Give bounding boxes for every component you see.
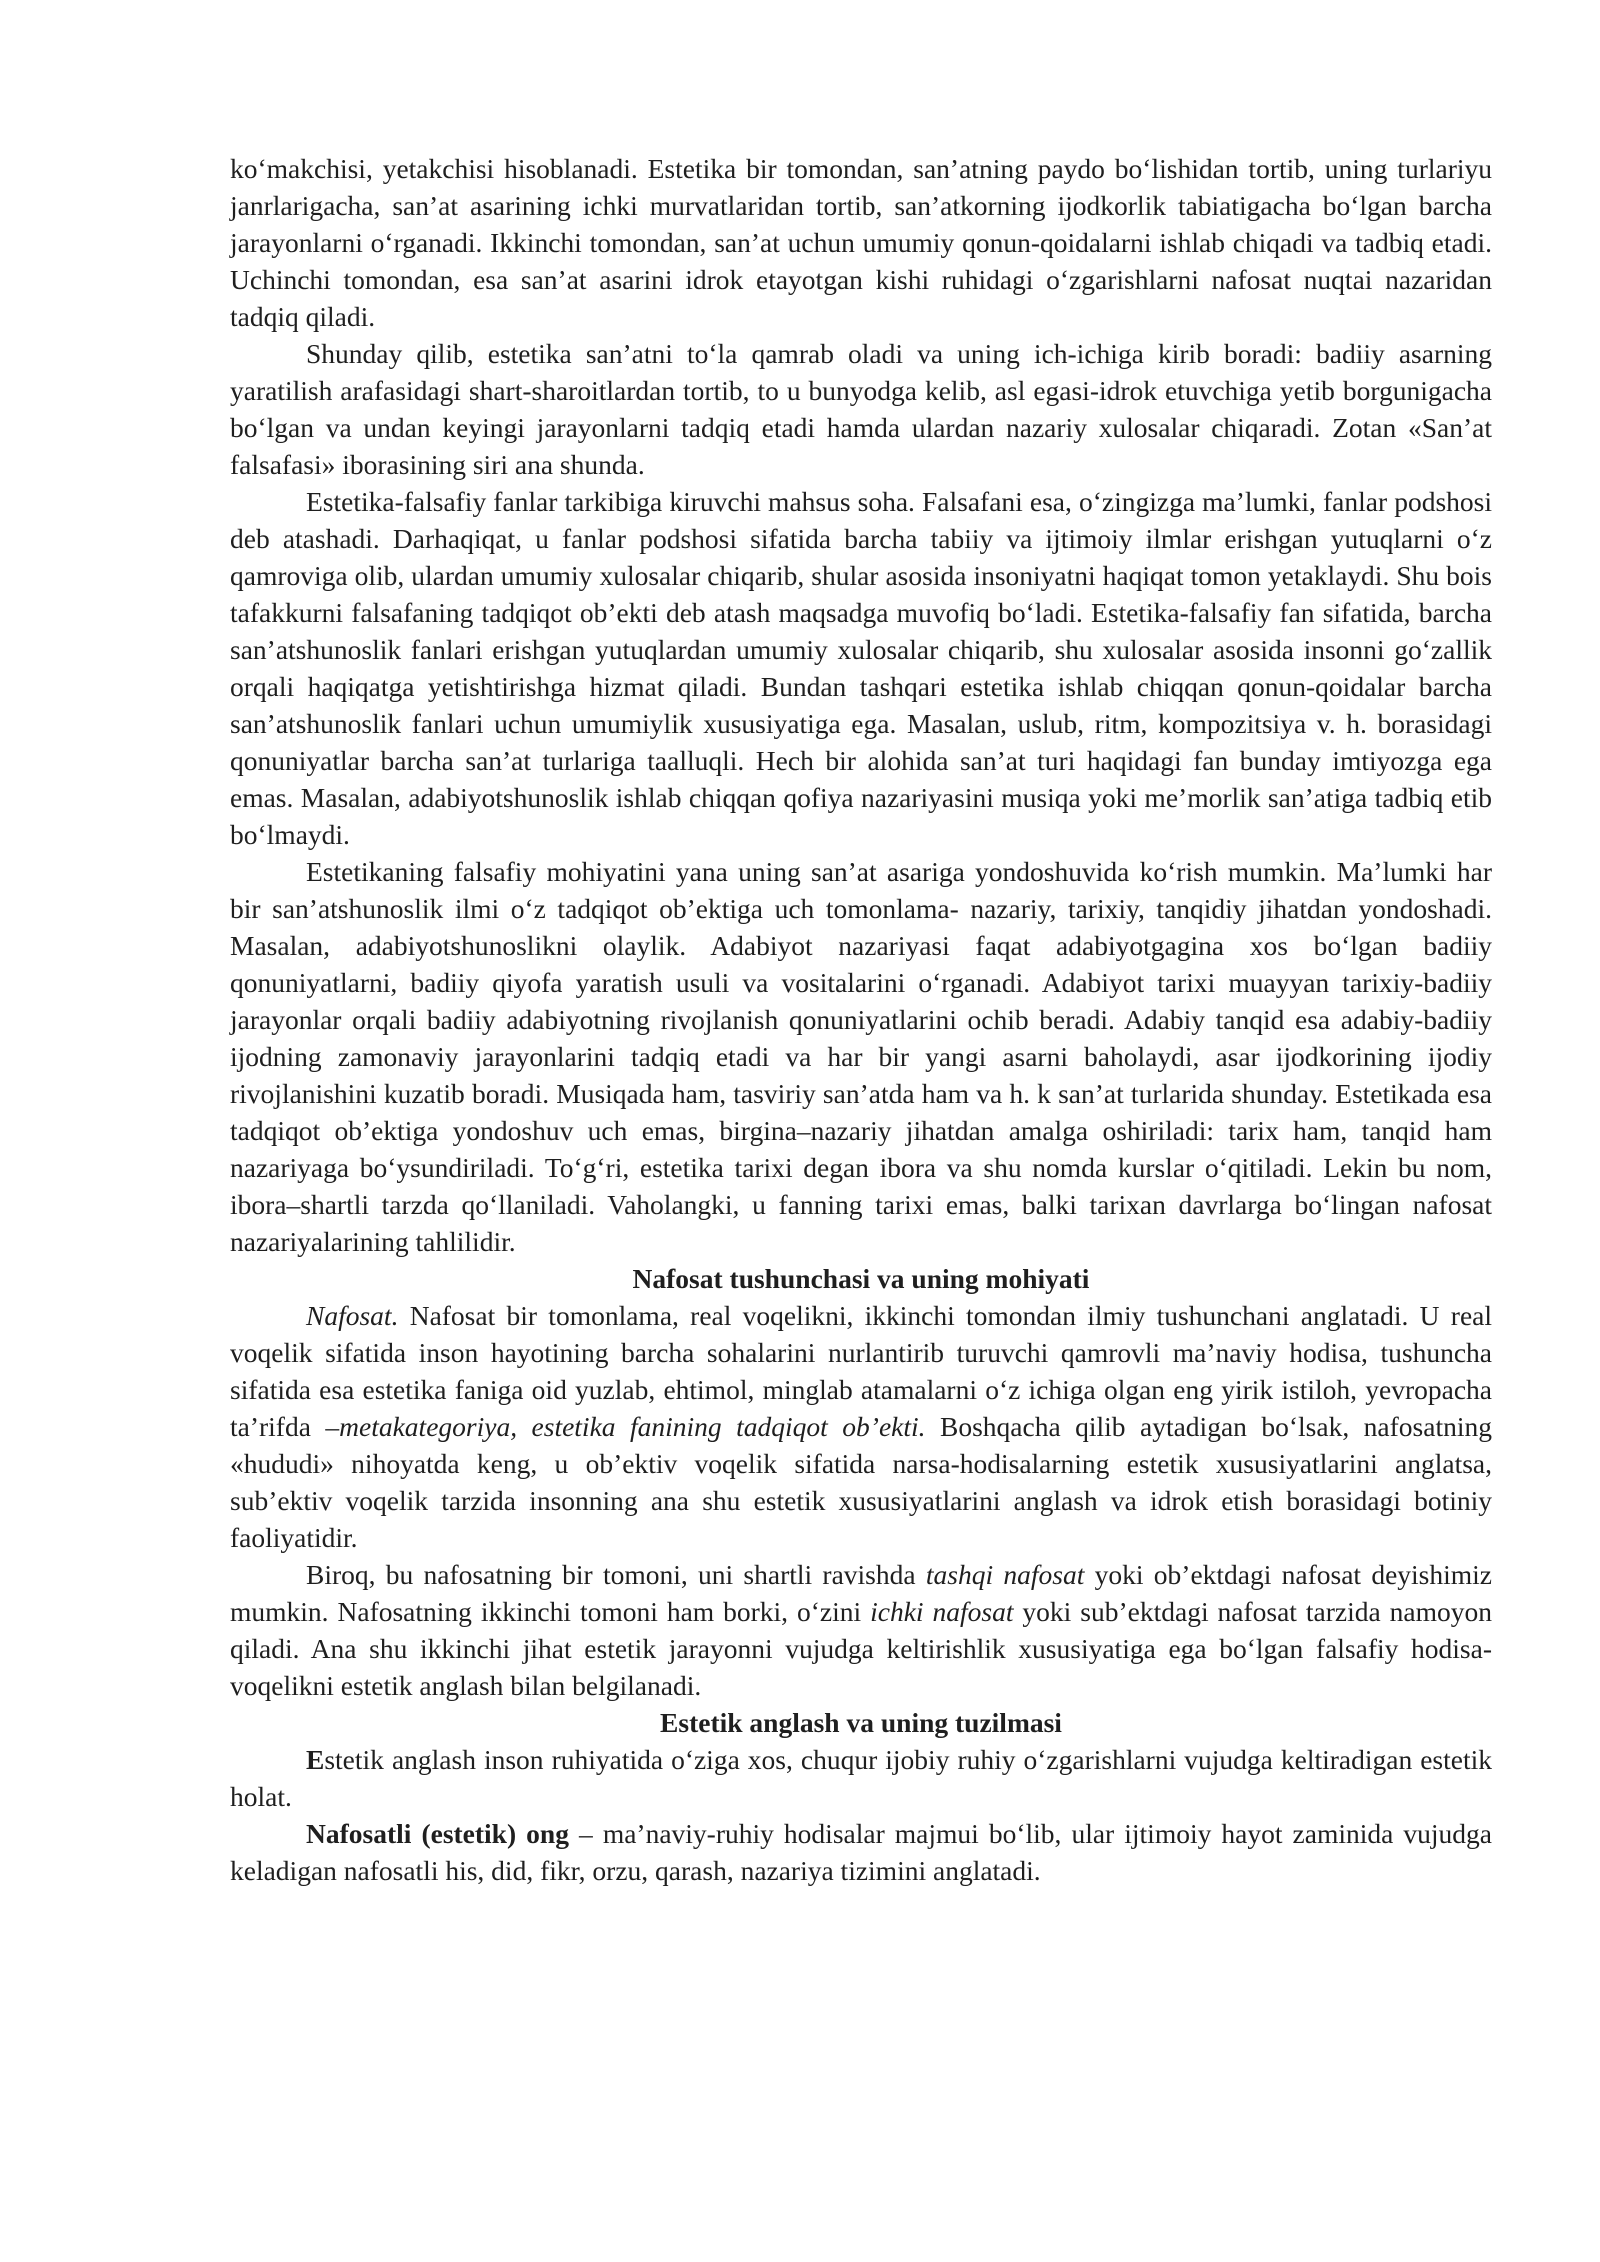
bold-initial: E xyxy=(306,1744,325,1775)
tashqi-nafosat-term: tashqi nafosat xyxy=(925,1559,1085,1590)
document-page xyxy=(230,150,1492,1889)
nafosat-term: Nafosat. xyxy=(306,1300,399,1331)
paragraph-1: ko‘makchisi, yetakchisi hisoblanadi. Estetika bir tomondan, san’atning paydo bo‘lishidan tortib, uning turlariyu janrlarigacha, san’at asarining ichki murvatlaridan tortib, san’atkorning ijodkorlik tabiatigacha bo‘lgan barcha jarayonlarni o‘rganadi. Ikkinchi tomondan, san’at uchun umumiy qonun-qoidalarni ishlab chiqadi va tadbiq etadi. Uchinchi tomondan, esa san’at asarini idrok etayotgan kishi ruhidagi o‘zgarishlarni nafosat nuqtai nazaridan tadqiq qiladi. xyxy=(230,153,1492,332)
paragraph-4: Estetikaning falsafiy mohiyatini yana uning san’at asariga yondoshuvida ko‘rish mumkin. Ma’lumki har bir san’atshunoslik ilmi o‘z tadqiqot ob’ektiga uch tomonlama- nazariy, tarixiy, tanqidiy jihatdan yondoshadi. Masalan, adabiyotshunoslikni olaylik. Adabiyot nazariyasi faqat adabiyotgagina xos bo‘lgan badiiy qonuniyatlarni, badiiy qiyofa yaratish usuli va vositalarini o‘rganadi. Adabiyot tarixi muayyan tarixiy-badiiy jarayonlar orqali badiiy adabiyotning rivojlanish qonuniyatlarini ochib beradi. Adabiy tanqid esa adabiy-badiiy ijodning zamonaviy jarayonlarini tadqiq etadi va har bir yangi asarni baholaydi, asar ijodkorining ijodiy rivojlanishini kuzatib boradi. Musiqada ham, tasviriy san’atda ham va h. k san’at turlarida shunday. Estetikada esa tadqiqot ob’ektiga yondoshuv uch emas, birgina–nazariy jihatdan amalga oshiriladi: tarix ham, tanqid ham nazariyaga bo‘ysundiriladi. To‘g‘ri, estetika tarixi degan ibora va shu nomda kurslar o‘qitiladi. Lekin bu nom, ibora–shartli tarzda qo‘llaniladi. Vaholangki, u fanning tarixi emas, balki tarixan davrlarga bo‘lingan nafosat nazariyalarining tahlilidir. xyxy=(230,856,1492,1257)
paragraph-6-text-a: Biroq, bu nafosatning bir tomoni, uni shartli ravishda xyxy=(306,1559,926,1590)
estetik-ong-term: Nafosatli (estetik) ong xyxy=(306,1818,569,1849)
section-heading-estetik-anglash: Estetik anglash va uning tuzilmasi xyxy=(660,1707,1062,1738)
paragraph-2: Shunday qilib, estetika san’atni to‘la qamrab oladi va uning ich-ichiga kirib boradi: badiiy asarning yaratilish arafasidagi shart-sharoitlardan tortib, to u bunyodga kelib, asl egasi-idrok etuvchiga yetib borgunigacha bo‘lgan va undan keyingi jarayonlarni tadqiq etadi hamda ulardan nazariy xulosalar chiqaradi. Zotan «San’at falsafasi» iborasining siri ana shunda. xyxy=(230,338,1492,480)
paragraph-3: Estetika-falsafiy fanlar tarkibiga kiruvchi mahsus soha. Falsafani esa, o‘zingizga ma’lumki, fanlar podshosi deb atashadi. Darhaqiqat, u fanlar podshosi sifatida barcha tabiiy va ijtimoiy ilmlar erishgan yutuqlarni o‘z qamroviga olib, ulardan umumiy xulosalar chiqarib, shular asosida insoniyatni haqiqat tomon yetaklaydi. Shu bois tafakkurni falsafaning tadqiqot ob’ekti deb atash maqsadga muvofiq bo‘ladi. Estetika-falsafiy fan sifatida, barcha san’atshunoslik fanlari erishgan yutuqlardan umumiy xulosalar chiqarib, shu xulosalar asosida insonni go‘zallik orqali haqiqatga yetishtirishga hizmat qiladi. Bundan tashqari estetika ishlab chiqqan qonun-qoidalar barcha san’atshunoslik fanlari uchun umumiylik xususiyatiga ega. Masalan, uslub, ritm, kompozitsiya v. h. borasidagi qonuniyatlar barcha san’at turlariga taalluqli. Hech bir alohida san’at turi haqidagi fan bunday imtiyozga ega emas. Masalan, adabiyotshunoslik ishlab chiqqan qofiya nazariyasini musiqa yoki me’morlik san’atiga tadbiq etib bo‘lmaydi. xyxy=(230,486,1492,850)
section-heading-nafosat: Nafosat tushunchasi va uning mohiyati xyxy=(632,1263,1090,1294)
ichki-nafosat-term: ichki nafosat xyxy=(870,1596,1014,1627)
paragraph-8 xyxy=(230,1815,1492,1889)
paragraph-7-text: stetik anglash inson ruhiyatida o‘ziga xos, chuqur ijobiy ruhiy o‘zgarishlarni vujudga keltiradigan estetik holat. xyxy=(230,1744,1492,1812)
paragraph-6-text-c: yoki ob’ektdagi nafosat deyishimiz mumkin. Nafosatning ikkinchi tomoni ham borki, o‘zini xyxy=(230,1559,1493,1627)
paragraph-6 xyxy=(230,1556,1492,1704)
paragraph-5 xyxy=(230,1297,1492,1556)
paragraph-6-text-e: yoki sub’ektdagi nafosat tarzida namoyon qiladi. Ana shu ikkinchi jihat estetik jarayonni vujudga keltirishlik xususiyatiga ega bo‘lgan falsafiy hodisa-voqelikni estetik anglash bilan belgilanadi. xyxy=(230,1596,1493,1701)
metakategoriya-term: –metakategoriya, estetika fanining tadqiqot ob’ekti. xyxy=(325,1411,926,1442)
paragraph-5-text-a: Nafosat bir tomonlama, real voqelikni, ikkinchi tomondan ilmiy tushunchani anglatadi. U real voqelik sifatida inson hayotining barcha sohalarini nurlantirib turuvchi qamrovli ma’naviy hodisa, tushuncha sifatida esa estetika faniga oid yuzlab, ehtimol, minglab atamalarni o‘z ichiga olgan eng yirik istiloh, yevropacha ta’rifda xyxy=(230,1300,1492,1442)
paragraph-7 xyxy=(230,1741,1492,1815)
paragraph-5-text-c: Boshqacha qilib aytadigan bo‘lsak, nafosatning «hududi» nihoyatda keng, u ob’ektiv voqelik sifatida narsa-hodisalarning estetik xususiyatlarini anglatsa, sub’ektiv voqelik tarzida insonning ana shu estetik xususiyatlarini anglash va idrok etish borasidagi botiniy faoliyatidir. xyxy=(230,1411,1492,1553)
paragraph-8-text: – ma’naviy-ruhiy hodisalar majmui bo‘lib, ular ijtimoiy hayot zaminida vujudga keladigan nafosatli his, did, fikr, orzu, qarash, nazariya tizimini anglatadi. xyxy=(230,1818,1492,1886)
